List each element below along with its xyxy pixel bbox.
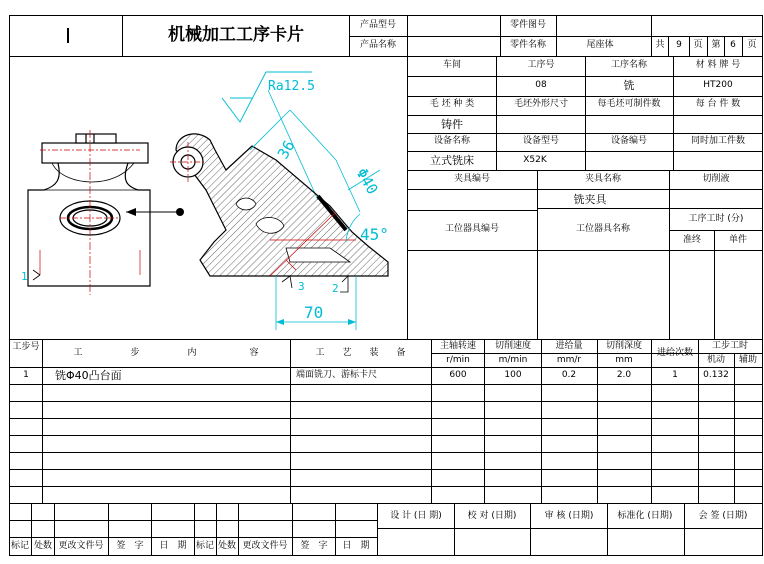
machine-time-cell: 0.132: [703, 370, 729, 380]
equipment-header-char: 备: [396, 348, 406, 358]
equipment-name-value: 立式铣床: [430, 154, 474, 167]
step-time-header: 工步工时: [711, 341, 749, 351]
spindle-unit: r/min: [446, 355, 470, 365]
prep-time-label: 准终: [682, 235, 702, 245]
depth-cell: 2.0: [616, 370, 632, 380]
date-label-2: 日 期: [342, 541, 370, 551]
equipment-no-label: 设备编号: [610, 136, 648, 146]
station-tool-name-label: 工位器具名称: [575, 224, 631, 234]
content-header-char: 内: [187, 348, 197, 358]
card-title: 机械加工工序卡片: [168, 25, 304, 45]
equipment-header-char: 装: [369, 348, 379, 358]
dim-70: 70: [304, 303, 324, 322]
equipment-cell: 端面铣刀、游标卡尺: [296, 370, 378, 380]
fixture-name-label: 夹具名称: [584, 174, 622, 184]
coolant-label: 切削液: [702, 174, 730, 184]
product-name-label: 产品名称: [359, 40, 397, 50]
page-unit-label-2: 页: [747, 40, 757, 50]
passes-header: 进给次数: [656, 348, 694, 358]
product-model-label: 产品型号: [359, 20, 397, 30]
feed-unit: mm/r: [556, 355, 582, 365]
spindle-cell: 600: [449, 370, 467, 380]
speed-cell: 100: [504, 370, 522, 380]
speed-header: 切削速度: [494, 341, 532, 351]
blank-size-label: 毛坯外形尺寸: [513, 99, 569, 109]
part-name-value: 尾座体: [586, 40, 614, 50]
equipment-header-char: 工: [315, 348, 325, 358]
process-no-value: 08: [535, 80, 547, 90]
page-unit-label: 页: [693, 40, 703, 50]
page-label: 第: [711, 40, 721, 50]
blank-type-label: 毛 坯 种 类: [429, 99, 475, 109]
depth-unit: mm: [615, 355, 633, 365]
material-label: 材 料 牌 号: [695, 60, 741, 70]
step-no-cell: 1: [23, 370, 29, 380]
unit-time-label: 单件: [728, 235, 748, 245]
place-label-2: 处数: [217, 541, 237, 551]
equipment-model-value: X52K: [523, 155, 547, 165]
passes-cell: 1: [672, 370, 678, 380]
process-name-value: 铣: [623, 79, 635, 92]
review-label: 审 核 (日期): [544, 511, 594, 521]
check-label: 校 对 (日期): [467, 511, 517, 521]
dim-phi40: Φ40: [352, 165, 382, 198]
standard-label: 标准化 (日期): [617, 511, 673, 521]
total-label: 共: [655, 40, 665, 50]
signature-label-2: 签 字: [300, 541, 328, 551]
total-pages-value: 9: [676, 40, 682, 50]
feed-header: 进给量: [555, 341, 583, 351]
page-no-value: 6: [730, 40, 736, 50]
equipment-name-label: 设备名称: [433, 136, 471, 146]
fixture-no-label: 夹具编号: [453, 174, 491, 184]
speed-unit: m/min: [498, 355, 528, 365]
spindle-header: 主轴转速: [439, 341, 477, 351]
process-name-label: 工序名称: [610, 60, 648, 70]
mark-1: 1: [21, 270, 28, 283]
sign-label: 会 签 (日期): [698, 511, 748, 521]
content-header-char: 步: [130, 348, 140, 358]
roughness-value: Ra12.5: [268, 79, 315, 94]
feed-cell: 0.2: [561, 370, 577, 380]
design-label: 设 计 (日 期): [390, 511, 442, 521]
place-label: 处数: [33, 541, 53, 551]
per-unit-label: 每 台 件 数: [695, 99, 741, 109]
workshop-label: 车间: [442, 60, 462, 70]
aux-time-header: 辅助: [738, 355, 758, 365]
equipment-header-char: 艺: [342, 348, 352, 358]
material-value: HT200: [703, 80, 733, 90]
dim-45deg: 45°: [360, 225, 389, 244]
mark-label-2: 标记: [195, 541, 215, 551]
step-no-header: 工步号: [12, 342, 40, 352]
dim-36: 36: [273, 137, 299, 162]
blank-type-value: 铸件: [441, 118, 463, 131]
date-label: 日 期: [159, 541, 187, 551]
fixture-name-value: 铣夹具: [573, 193, 607, 206]
part-drawing-no-label: 零件图号: [509, 20, 547, 30]
mark-3: 3: [298, 280, 305, 293]
machine-time-header: 机动: [706, 355, 726, 365]
mark-label: 标记: [10, 541, 30, 551]
change-doc-label: 更改文件号: [58, 541, 104, 551]
part-name-label: 零件名称: [509, 40, 547, 50]
step-content-cell: 铣Φ40凸台面: [55, 369, 122, 382]
content-header-char: 容: [249, 348, 259, 358]
process-no-label: 工序号: [527, 60, 555, 70]
simul-parts-label: 同时加工件数: [690, 136, 746, 146]
signature-label: 签 字: [116, 541, 144, 551]
equipment-model-label: 设备型号: [522, 136, 560, 146]
mark-2: 2: [332, 282, 339, 295]
depth-header: 切削深度: [605, 341, 643, 351]
change-doc-label-2: 更改文件号: [242, 541, 288, 551]
process-time-label: 工序工时 (分): [688, 214, 744, 224]
per-blank-label: 每毛坯可制件数: [597, 99, 661, 109]
content-header-char: 工: [73, 348, 83, 358]
station-tool-no-label: 工位器具编号: [444, 224, 500, 234]
